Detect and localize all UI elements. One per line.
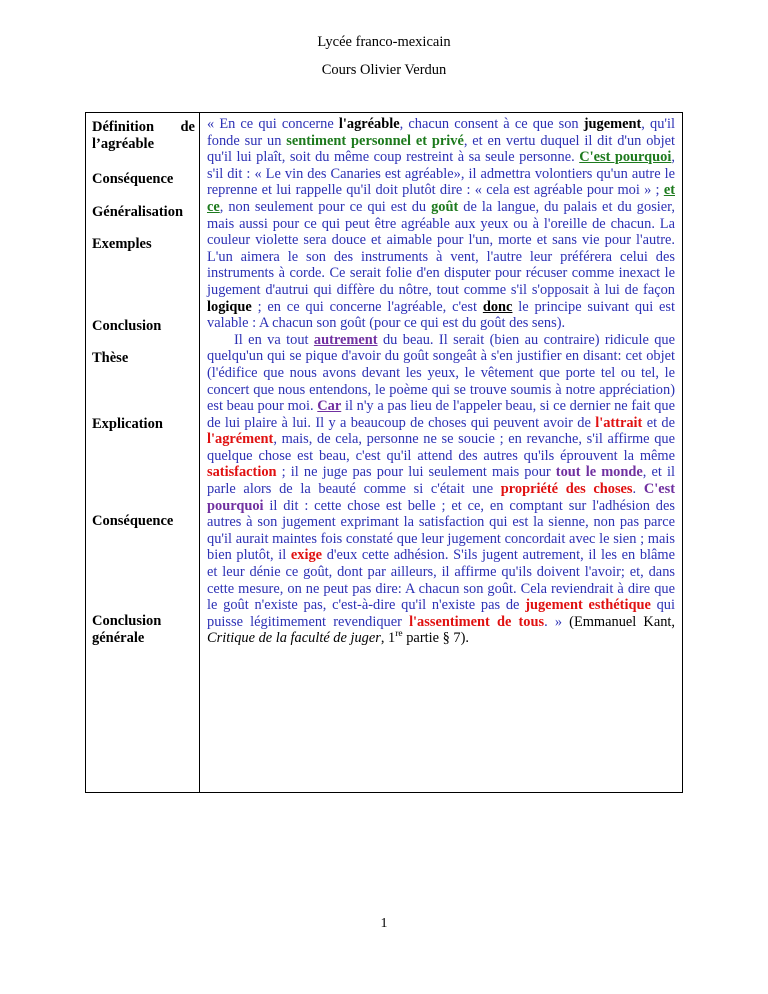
text-segment: , et il parle alors de la beauté comme si c'était une <box>207 464 675 498</box>
analysis-label: Conséquence <box>92 171 174 187</box>
text-segment: . <box>632 481 644 498</box>
text-column <box>200 113 682 792</box>
text-segment: , et en vertu duquel il dit d'un objet qu'il lui plaît, soit du même coup restreint à sa seule personne. <box>207 132 675 166</box>
text-segment: , non seulement pour ce qui est du <box>219 198 432 215</box>
text-segment: l'assentiment de tous <box>409 613 545 630</box>
text-segment: donc <box>482 298 513 315</box>
text-segment: , chacun consent à ce que son <box>399 116 584 132</box>
text-segment: satisfaction <box>207 464 277 481</box>
text-segment: partie § 7). <box>402 630 469 647</box>
text-segment: il n'y a pas lieu de l'appeler beau, si ce dernier ne fait que de lui plaire à lui. Il y a beaucoup de choses qui peuvent avoir de <box>207 398 675 431</box>
analysis-label: Exemples <box>92 236 152 252</box>
text-segment: tout le monde <box>555 464 643 481</box>
text-paragraph <box>207 332 675 647</box>
analysis-label: Conséquence <box>92 513 174 529</box>
text-segment: ; en ce qui concerne l'agréable, c'est <box>251 298 483 315</box>
text-segment: goût <box>431 198 459 215</box>
text-segment: Il en va tout <box>234 331 314 348</box>
analysis-label: Explication <box>92 416 163 432</box>
text-segment: re <box>395 629 403 640</box>
text-segment: qui puisse légitimement revendiquer <box>207 597 675 630</box>
analysis-label: Thèse <box>92 350 129 366</box>
page-number: 1 <box>380 916 388 931</box>
text-segment: il dit : cette chose est belle ; et ce, en comptant sur l'adhésion des autres à son jugement exprimant la satisfaction qui est la sienne, non pas parce qu'il aurait maintes fois constaté que leur jugement concordait avec le sien ; mais bien plutôt, il <box>207 497 675 564</box>
text-segment: Car <box>317 398 342 415</box>
text-segment: , 1 <box>380 630 396 647</box>
text-segment: , qu'il fonde sur un <box>207 116 675 149</box>
text-paragraph <box>207 116 675 332</box>
analysis-label: Définition de l’agréable <box>92 119 195 152</box>
text-segment: de la langue, du palais et du gosier, mais aussi pour ce qui peut être agréable aux yeux ou à l'oreille de chacun. La couleur violette sera douce et aimable pour l'un, morte et sans vie pour l'autre. L'un aimera le son des instruments à vent, l'autre leur préférera celui des instruments à corde. Ce serait folie d'en disputer pour récuser comme inexact le jugement d'autrui qui diffère du nôtre, tout comme s'il s'opposait à lui de façon <box>207 198 675 298</box>
analysis-label-column <box>86 113 200 792</box>
text-segment: (Emmanuel Kant, <box>569 613 676 630</box>
text-segment: Critique de la faculté de juger <box>207 630 381 647</box>
text-segment: d'eux cette adhésion. S'ils jugent autrement, il les en blâme et leur dénie ce goût, dont par ailleurs, il affirme qu'ils doivent l'avoir; et, dans cette mesure, on ne peut pas dire: A chacun son goût. Cela reviendrait à dire que le goût n'existe pas, c'est-à-dire qu'il n'existe pas de <box>207 547 675 614</box>
text-segment: exige <box>290 547 323 564</box>
text-segment: . » <box>544 613 570 630</box>
text-segment: C'est pourquoi <box>207 481 675 514</box>
text-segment: logique <box>207 298 252 315</box>
header-course-name: Cours Olivier Verdun <box>321 62 447 78</box>
text-segment: ; il ne juge pas pour lui seulement mais pour <box>276 464 556 481</box>
text-segment: du beau. Il serait (bien au contraire) ridicule que quelqu'un qui se pique d'avoir du goût songeât à s'en justifier en disant: cet objet (l'édifice que nous avons devant les yeux, le vêtement que porte tel ou tel, le concert que nous entendons, le poème qui se trouve soumis à notre appréciation) est beau pour moi. <box>207 331 676 415</box>
text-segment: l'agréable <box>338 116 400 132</box>
analysis-label: Conclusion <box>92 318 162 334</box>
text-segment: le principe suivant qui est valable : A chacun son goût (pour ce qui est du goût des sens). <box>207 298 676 332</box>
text-segment: et ce <box>207 182 675 215</box>
text-segment: C'est pourquoi <box>579 149 672 166</box>
text-segment: l'agrément <box>207 431 274 448</box>
text-segment: , s'il dit : « Le vin des Canaries est agréable», il admettra volontiers qu'un autre le reprenne et lui rappelle qu'il doit plutôt dire : « cela est agréable pour moi » ; <box>207 149 675 199</box>
text-segment: autrement <box>313 331 378 348</box>
analysis-table <box>85 112 683 793</box>
text-segment: « En ce qui concerne <box>207 116 339 132</box>
analysis-label: Généralisation <box>92 204 184 220</box>
text-segment: , mais, de cela, personne ne se soucie ; en revanche, s'il affirme que quelque chose est beau, c'est qu'il attend des autres qu'ils éprouvent la même <box>207 431 675 464</box>
text-segment: sentiment personnel et privé <box>286 132 464 149</box>
text-segment: propriété des choses <box>500 481 633 498</box>
text-segment: jugement <box>583 116 642 132</box>
header-school-name: Lycée franco-mexicain <box>317 34 451 50</box>
analysis-label: Conclusion générale <box>92 613 162 646</box>
text-segment: l'attrait <box>595 414 643 431</box>
text-segment: et de <box>642 414 675 431</box>
text-segment: jugement esthétique <box>525 597 651 614</box>
